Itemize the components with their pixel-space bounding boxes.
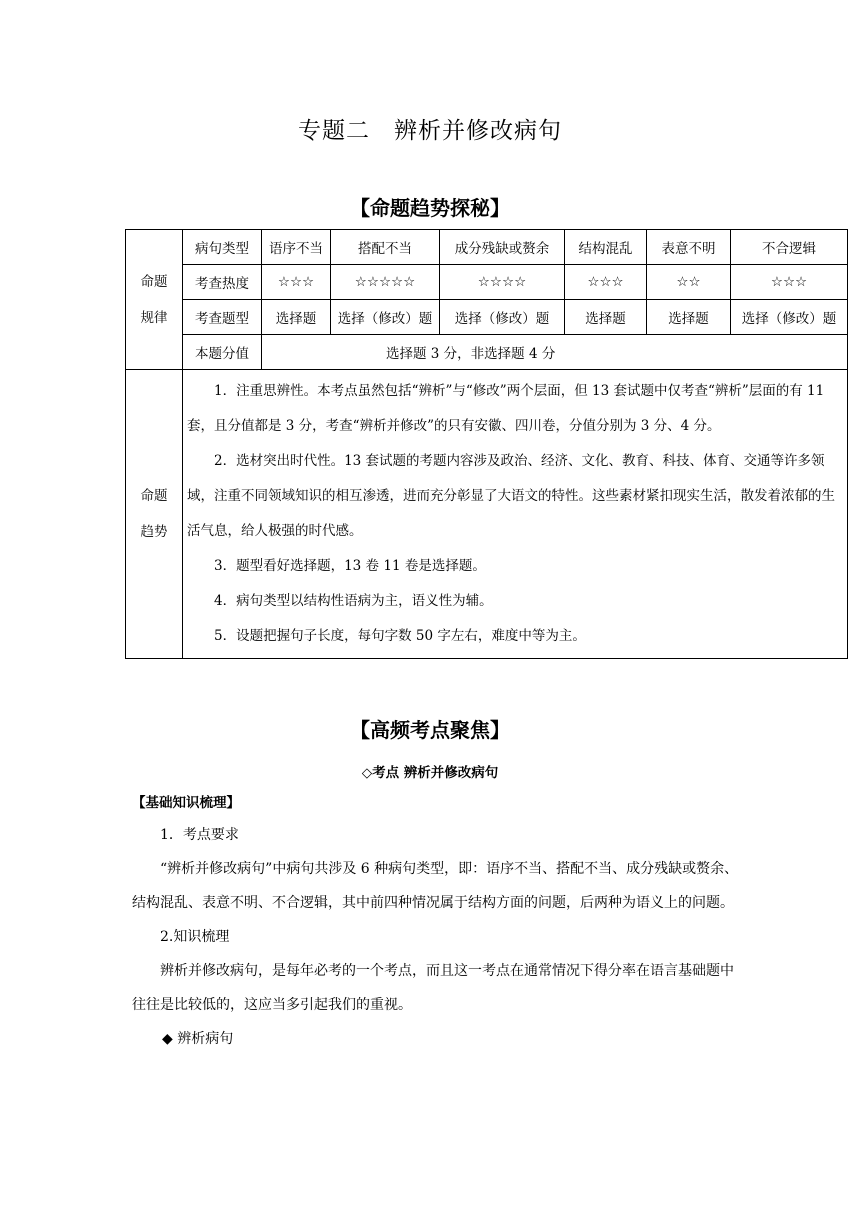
table-cell: 语序不当 [262,230,331,265]
basic-knowledge-label [132,786,744,820]
table-row [126,230,848,265]
table-cell: ☆☆☆☆☆ [331,265,440,300]
trend-text-cell [183,370,848,659]
table-row [126,265,848,300]
section-heading-focus: 【高频考点聚焦】 [350,718,510,742]
group-label-line: 命题 [140,273,168,290]
content-block [132,818,760,1056]
table-cell: 搭配不当 [331,230,440,265]
score-value: 选择题 3 分，非选择题 4 分 [386,346,556,362]
table-row [126,300,848,335]
section-heading-trend: 【命题趋势探秘】 [350,196,510,220]
trend-table [125,229,848,659]
trend-item: 4．病句类型以结构性语病为主，语义性为辅。 [214,593,493,609]
table-cell: 病句类型 [183,230,262,265]
trend-item: 2．选材突出时代性。13 套试题的考题内容涉及政治、经济、文化、教育、科技、体育、交通等许多领域，注重不同领域知识的相互渗透，进而充分彰显了大语文的特性。这些素材紧扣现实生活，散发着浓郁的生活气息，给人极强的时代感。 [187,453,835,539]
trend-item: 1．注重思辨性。本考点虽然包括“辨析”与“修改”两个层面，但 13 套试题中仅考查“辨析”层面的有 11 套，且分值都是 3 分，考查“辨析并修改”的只有安徽、四川卷，分值分别为 3 分、4 分。 [187,383,825,434]
table-cell: 表意不明 [647,230,731,265]
requirement-title: 1．考点要求 [160,827,239,843]
trend-item: 3．题型看好选择题，13 卷 11 卷是选择题。 [214,558,486,574]
table-cell: 选择题 [262,300,331,335]
table-row [126,335,848,370]
table-cell: 不合逻辑 [731,230,848,265]
table-cell: 选择（修改）题 [331,300,440,335]
bullet-item: ◆ 辨析病句 [162,1031,234,1047]
table-cell: 考查题型 [183,300,262,335]
group-label-line: 命题 [140,488,168,504]
table-cell: ☆☆ [647,265,731,300]
knowledge-title: 2.知识梳理 [160,929,230,945]
table-cell: ☆☆☆ [262,265,331,300]
group-label-rules [126,230,183,370]
requirement-text: “辨析并修改病句”中病句共涉及 6 种病句类型，即：语序不当、搭配不当、成分残缺或赘余、 结构混乱、表意不明、不合逻辑，其中前四种情况属于结构方面的问题，后两种为语义上的问题。 [132,861,760,911]
knowledge-text: 辨析并修改病句，是每年必考的一个考点，而且这一考点在通常情况下得分率在语言基础题中往往是比较低的，这应当多引起我们的重视。 [132,963,734,1013]
table-cell: ☆☆☆ [565,265,647,300]
page-title: 专题二 辨析并修改病句 [298,118,562,144]
trend-item: 5．设题把握句子长度，每句字数 50 字左右，难度中等为主。 [214,628,586,644]
table-cell: 选择（修改）题 [731,300,848,335]
table-row [126,370,848,659]
group-label-line: 趋势 [140,524,168,540]
table-cell: 成分残缺或赘余 [440,230,565,265]
table-cell: 本题分值 [183,335,262,370]
group-label-trend [126,370,183,659]
group-label-line: 规律 [140,309,168,326]
table-cell: ☆☆☆ [731,265,848,300]
table-cell: 选择（修改）题 [440,300,565,335]
table-cell: 考查热度 [183,265,262,300]
table-cell: ☆☆☆☆ [440,265,565,300]
score-value-cell [262,335,848,370]
table-cell: 结构混乱 [565,230,647,265]
subheading: ◇考点 辨析并修改病句 [361,765,499,781]
table-cell: 选择题 [647,300,731,335]
table-cell: 选择题 [565,300,647,335]
basic-label: 【基础知识梳理】 [132,795,240,811]
